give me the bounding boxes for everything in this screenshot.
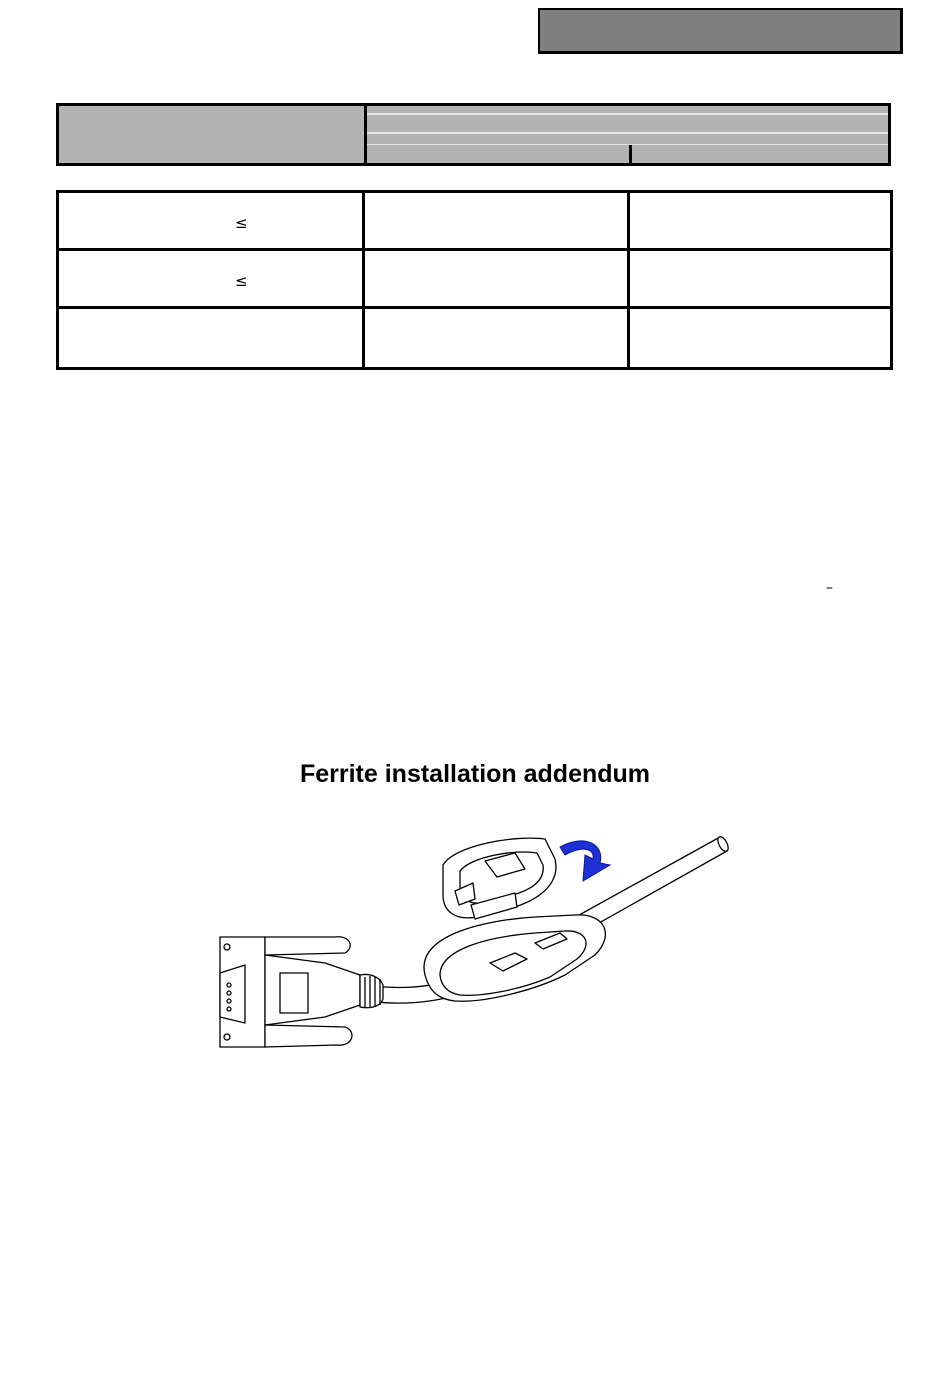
leq-symbol: ≤ [235,272,248,290]
table-header-right [367,106,888,163]
table-cell [365,251,630,309]
screw-top [265,937,350,955]
leq-symbol: ≤ [235,214,248,232]
table-cell [365,309,630,367]
table-header [56,103,891,166]
table-header-left [59,106,367,163]
table-cell [59,193,365,251]
table-cell [59,251,365,309]
header-stripe [367,113,888,115]
ferrite-illustration [215,825,735,1055]
table-cell [630,193,890,251]
header-sub-line [367,144,888,145]
dash-mark: – [826,580,833,596]
header-bar [538,8,903,54]
table-cell [365,193,630,251]
table-cell [630,251,890,309]
rotation-arrow [560,841,610,881]
table-cell [630,309,890,367]
section-title: Ferrite installation addendum [299,760,651,788]
header-stripe [367,132,888,134]
header-sub-divider [629,145,632,163]
screw-bottom [265,1025,352,1047]
table-cell [59,309,365,367]
spec-table [56,190,893,370]
